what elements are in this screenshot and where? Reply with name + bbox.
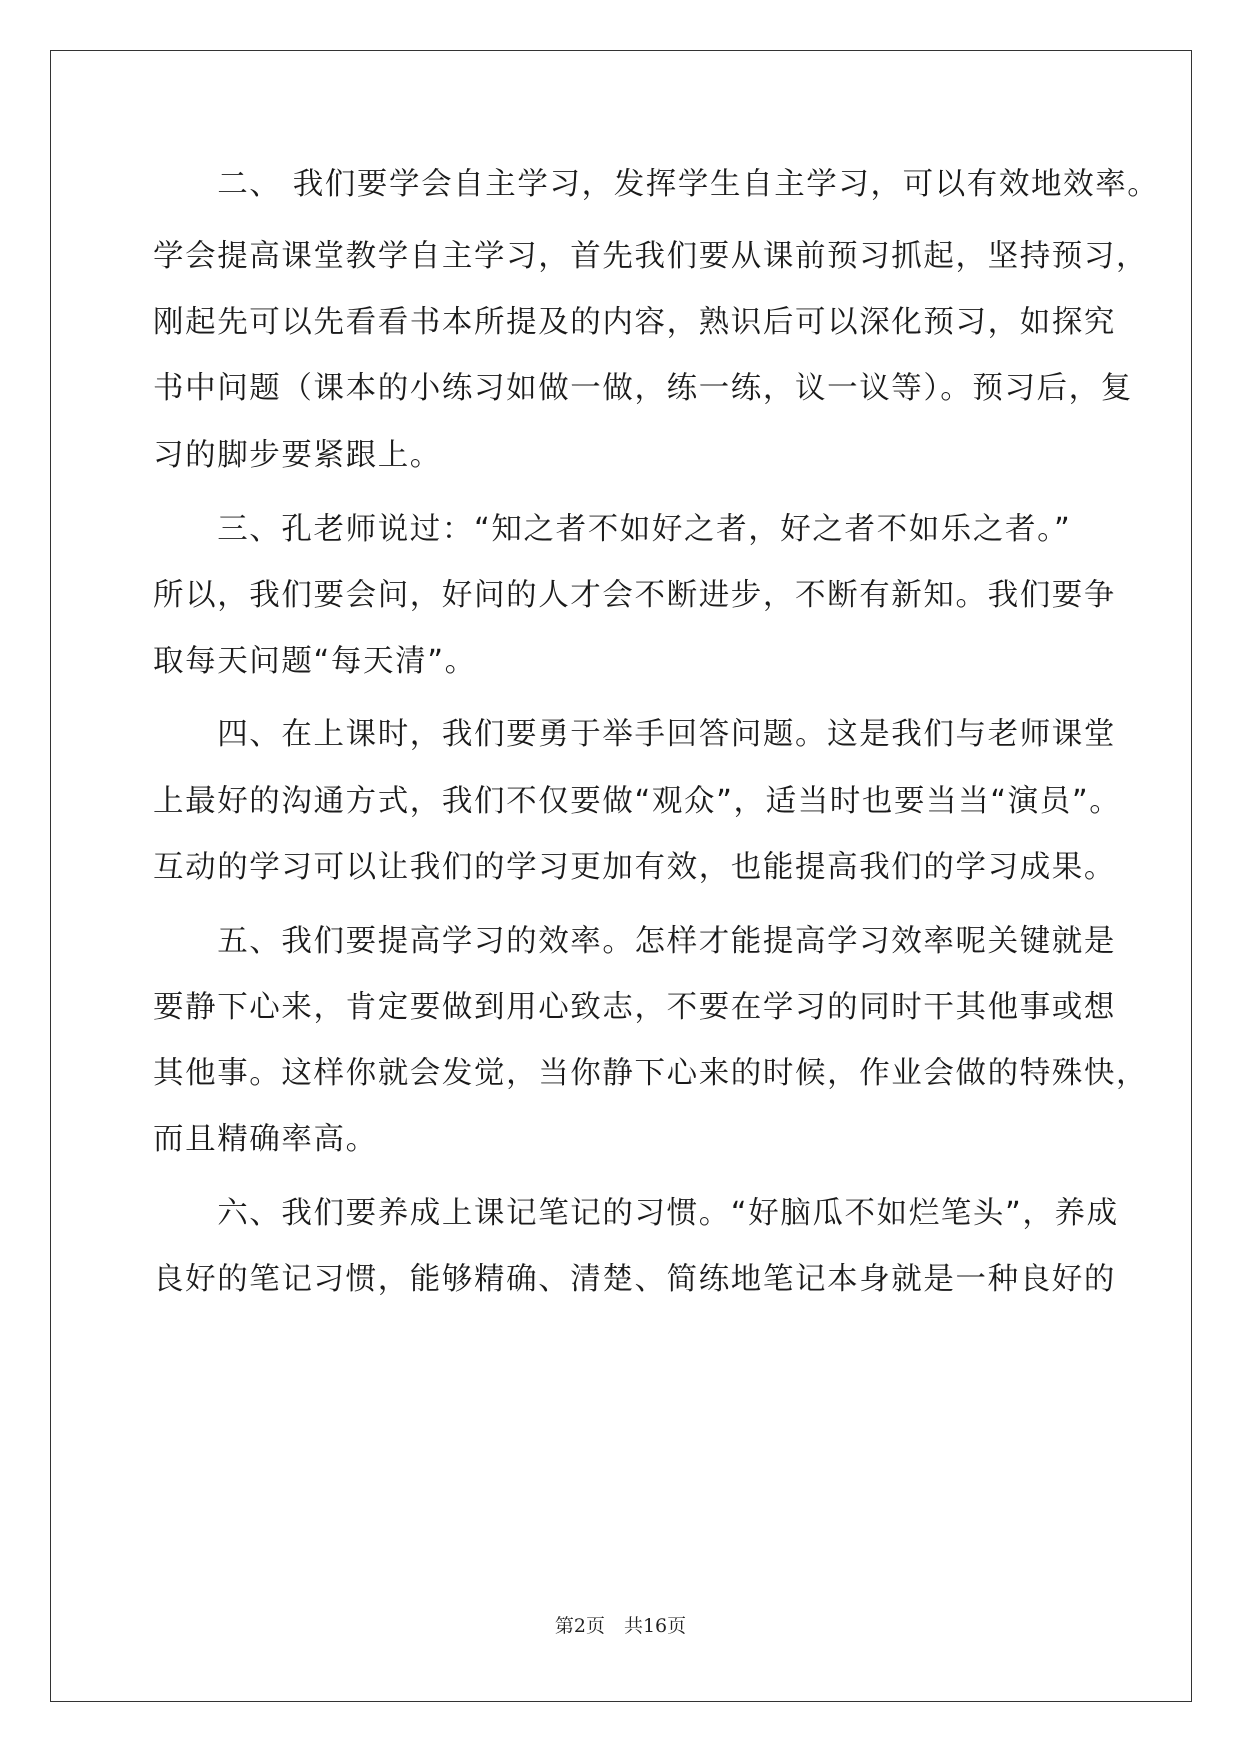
text-line: 刚起先可以先看看书本所提及的内容，熟识后可以深化预习，如探究 (153, 305, 1116, 340)
page-footer (0, 1611, 1241, 1638)
text-line: 互动的学习可以让我们的学习更加有效，也能提高我们的学习成果。 (153, 850, 1116, 885)
text-line: 二、 我们要学会自主学习，发挥学生自主学习，可以有效地效率。 (153, 167, 1160, 202)
text-line: 上最好的沟通方式，我们不仅要做“观众”，适当时也要当当“演员”。 (153, 784, 1122, 819)
text-line: 良好的笔记习惯，能够精确、清楚、简练地笔记本身就是一种良好的 (153, 1262, 1116, 1297)
text-line: 三、孔老师说过：“知之者不如好之者，好之者不如乐之者。” (153, 512, 1072, 547)
text-line: 学会提高课堂教学自主学习，首先我们要从课前预习抓起，坚持预习， (153, 239, 1149, 274)
text-line: 书中问题（课本的小练习如做一做，练一练，议一议等）。预习后，复 (153, 371, 1133, 406)
text-line: 要静下心来，肯定要做到用心致志，不要在学习的同时干其他事或想 (153, 990, 1116, 1025)
page-number-label: 第2页 共16页 (554, 1615, 687, 1637)
text-line: 取每天问题“每天清”。 (153, 644, 477, 679)
text-line: 五、我们要提高学习的效率。怎样才能提高学习效率呢关键就是 (153, 924, 1116, 959)
text-line: 其他事。这样你就会发觉，当你静下心来的时候，作业会做的特殊快， (153, 1056, 1149, 1091)
text-line: 习的脚步要紧跟上。 (153, 438, 442, 473)
text-line: 六、我们要养成上课记笔记的习惯。“好脑瓜不如烂笔头”，养成 (153, 1196, 1119, 1231)
text-line: 而且精确率高。 (153, 1122, 378, 1157)
text-line: 所以，我们要会问，好问的人才会不断进步，不断有新知。我们要争 (153, 578, 1116, 613)
text-line: 四、在上课时，我们要勇于举手回答问题。这是我们与老师课堂 (153, 717, 1116, 752)
